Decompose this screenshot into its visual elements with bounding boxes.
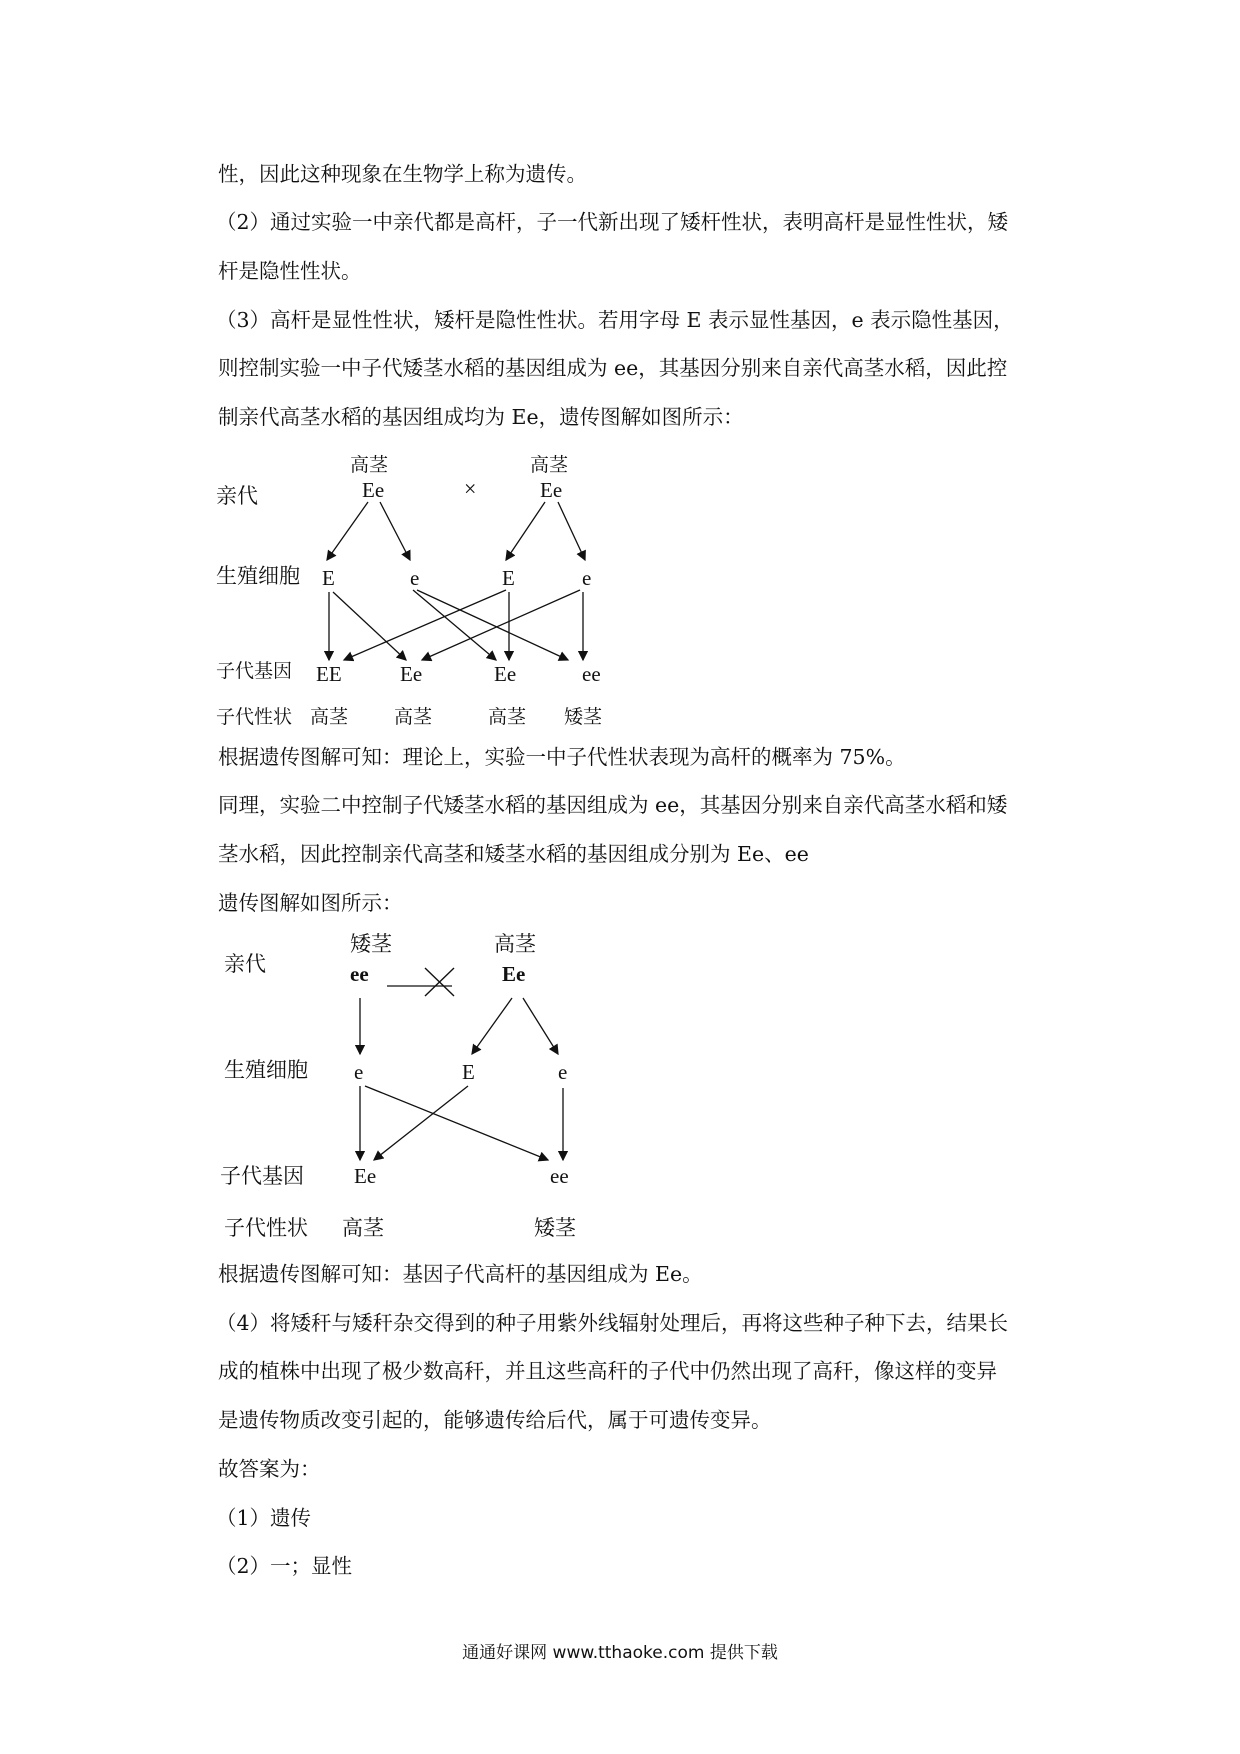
offspring-trait: 高茎	[394, 706, 433, 728]
offspring-genotype: EE	[316, 662, 342, 686]
gamete: e	[410, 566, 420, 590]
paragraph-line: （4）将矮秆与矮秆杂交得到的种子用紫外线辐射处理后，再将这些种子种下去，结果长	[216, 1311, 1009, 1335]
paragraph-line: 根据遗传图解可知：基因子代高杆的基因组成为 Ee。	[218, 1262, 703, 1286]
paragraph-line: 茎水稻，因此控制亲代高茎和矮茎水稻的基因组成分别为 Ee、ee	[218, 842, 809, 866]
offspring-genotype: Ee	[354, 1164, 377, 1188]
row-label-offspring-trait: 子代性状	[224, 1216, 308, 1240]
paragraph-line: 故答案为：	[218, 1457, 321, 1481]
page-footer: 通通好课网 www.tthaoke.com 提供下载	[462, 1643, 778, 1663]
row-label-offspring-genotype: 子代基因	[216, 660, 293, 682]
paragraph-line: （2）一；显性	[216, 1554, 353, 1578]
offspring-trait: 高茎	[488, 706, 527, 728]
offspring-trait: 矮茎	[564, 706, 603, 728]
parent-trait: 矮茎	[350, 932, 392, 956]
parent-genotype: Ee	[362, 478, 385, 502]
row-label-offspring-trait: 子代性状	[216, 706, 293, 728]
offspring-trait: 矮茎	[534, 1216, 576, 1240]
row-label-gametes: 生殖细胞	[224, 1058, 308, 1082]
paragraph-line: 成的植株中出现了极少数高秆，并且这些高秆的子代中仍然出现了高秆，像这样的变异	[218, 1359, 997, 1383]
parent-trait: 高茎	[350, 454, 389, 476]
offspring-genotype: ee	[550, 1164, 569, 1188]
inheritance-diagram-1	[210, 440, 630, 740]
gamete: E	[502, 566, 515, 590]
paragraph-line: （2）通过实验一中亲代都是高杆，子一代新出现了矮杆性状，表明高杆是显性性状，矮	[216, 210, 1009, 234]
paragraph-line: （1）遗传	[216, 1506, 312, 1530]
offspring-genotype: Ee	[400, 662, 423, 686]
parent-genotype: Ee	[502, 962, 526, 986]
paragraph-line: 性，因此这种现象在生物学上称为遗传。	[218, 162, 587, 186]
offspring-genotype: Ee	[494, 662, 517, 686]
paragraph-line: （3）高杆是显性性状，矮杆是隐性性状。若用字母 E 表示显性基因，e 表示隐性基因，	[216, 308, 1014, 332]
gamete: e	[354, 1060, 364, 1084]
parent-genotype: Ee	[540, 478, 563, 502]
paragraph-line: 制亲代高茎水稻的基因组成均为 Ee，遗传图解如图所示：	[218, 405, 744, 429]
gamete: E	[462, 1060, 475, 1084]
gamete: e	[558, 1060, 568, 1084]
inheritance-diagram-2	[210, 928, 630, 1248]
cross-symbol: ×	[464, 476, 477, 501]
parent-genotype: ee	[350, 962, 369, 986]
parent-trait: 高茎	[494, 932, 536, 956]
gamete: e	[582, 566, 592, 590]
offspring-trait: 高茎	[310, 706, 349, 728]
diagram-1-arrows	[210, 440, 630, 740]
gamete: E	[322, 566, 335, 590]
paragraph-line: 杆是隐性性状。	[218, 259, 362, 283]
row-label-parents: 亲代	[224, 952, 266, 976]
parent-trait: 高茎	[530, 454, 569, 476]
offspring-trait: 高茎	[342, 1216, 384, 1240]
paragraph-line: 同理，实验二中控制子代矮茎水稻的基因组成为 ee，其基因分别来自亲代高茎水稻和矮	[218, 793, 1008, 817]
paragraph-line: 则控制实验一中子代矮茎水稻的基因组成为 ee，其基因分别来自亲代高茎水稻，因此控	[218, 356, 1008, 380]
paragraph-line: 是遗传物质改变引起的，能够遗传给后代，属于可遗传变异。	[218, 1408, 772, 1432]
paragraph-line: 遗传图解如图所示：	[218, 891, 403, 915]
diagram-2-arrows	[210, 928, 630, 1248]
offspring-genotype: ee	[582, 662, 601, 686]
row-label-gametes: 生殖细胞	[216, 564, 300, 588]
paragraph-line: 根据遗传图解可知：理论上，实验一中子代性状表现为高杆的概率为 75%。	[218, 745, 906, 769]
row-label-parents: 亲代	[216, 484, 258, 508]
row-label-offspring-genotype: 子代基因	[220, 1164, 304, 1188]
